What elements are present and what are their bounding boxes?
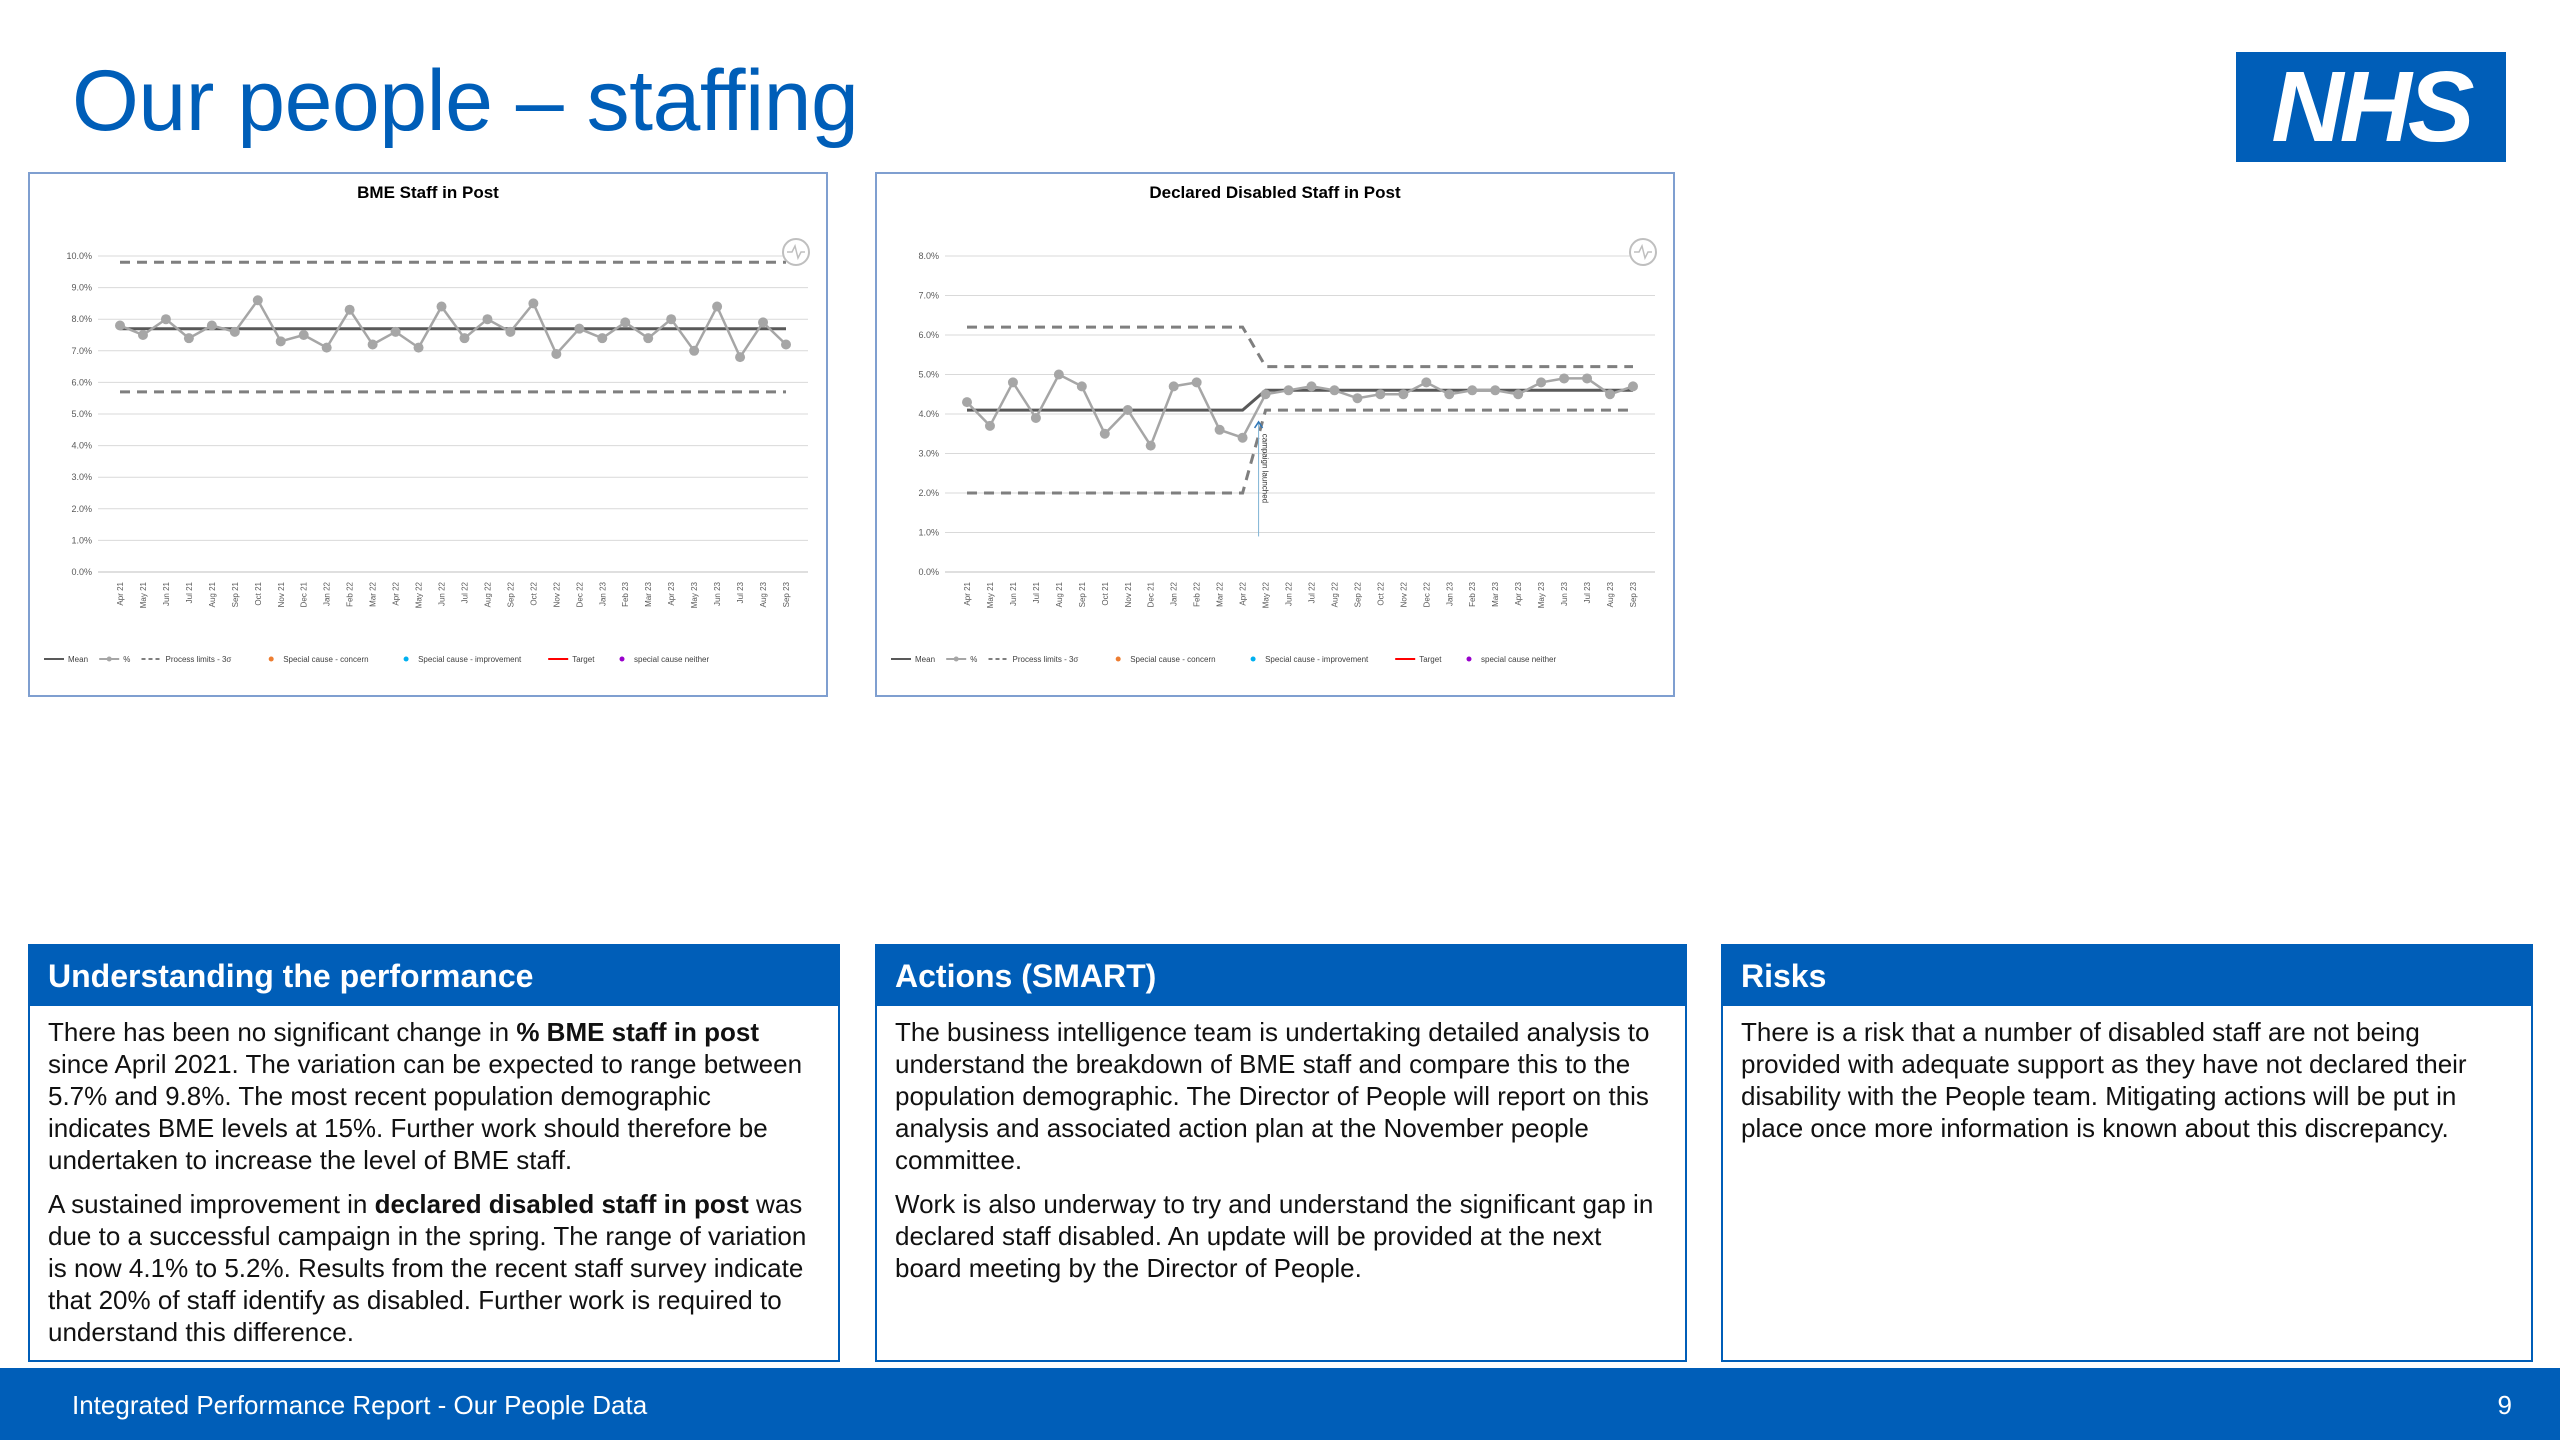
risks-panel-body	[1723, 1006, 2531, 1144]
legend-label: Special cause - concern	[283, 655, 369, 664]
legend-item	[1116, 655, 1216, 664]
understanding-panel-body	[30, 1006, 838, 1348]
legend-label: Process limits - 3σ	[165, 655, 232, 664]
data-point	[1169, 381, 1179, 391]
x-tick-label: Jul 22	[460, 582, 470, 604]
x-tick-label: Nov 22	[552, 582, 562, 608]
legend-item	[1251, 655, 1369, 664]
y-tick-label: 5.0%	[918, 369, 939, 380]
x-tick-label: May 22	[414, 582, 424, 609]
text-span: A sustained improvement in	[48, 1189, 375, 1219]
legend-marker	[1116, 657, 1121, 662]
data-point	[1306, 381, 1316, 391]
annotation-label: campaign launched	[1260, 433, 1270, 504]
data-point	[1375, 389, 1385, 399]
y-tick-label: 3.0%	[71, 472, 92, 483]
legend-label: Mean	[915, 655, 936, 664]
data-point	[276, 336, 286, 346]
data-point	[1284, 385, 1294, 395]
x-tick-label: Apr 21	[963, 582, 972, 606]
data-point	[322, 343, 332, 353]
data-point	[253, 295, 263, 305]
x-tick-label: Aug 21	[1054, 582, 1064, 608]
data-point	[391, 327, 401, 337]
x-tick-label: Aug 22	[483, 582, 493, 608]
x-tick-label: Apr 21	[116, 582, 125, 606]
x-tick-label: Sep 21	[230, 582, 240, 608]
actions-panel	[875, 944, 1687, 1362]
data-point	[184, 333, 194, 343]
legend-item	[269, 655, 369, 664]
variation-icon	[783, 239, 809, 265]
x-tick-label: Feb 23	[1468, 582, 1478, 607]
x-tick-label: Jun 22	[437, 582, 447, 607]
understanding-paragraph-1	[48, 1016, 820, 1176]
upper-process-limit-line	[967, 327, 1633, 367]
bold-text: declared disabled staff in post	[374, 1189, 749, 1219]
data-point	[1031, 413, 1041, 423]
data-point	[1100, 429, 1110, 439]
data-point	[1513, 389, 1523, 399]
variation-icon	[1630, 239, 1656, 265]
data-point	[1490, 385, 1500, 395]
x-tick-label: Apr 22	[391, 582, 401, 606]
x-tick-label: Sep 23	[782, 582, 791, 608]
understanding-panel-title: Understanding the performance	[30, 946, 838, 1006]
legend-marker	[1467, 657, 1472, 662]
y-tick-label: 6.0%	[918, 330, 939, 340]
data-point	[1192, 377, 1202, 387]
y-tick-label: 2.0%	[918, 488, 939, 498]
data-point	[1077, 381, 1087, 391]
x-tick-label: Jun 21	[1008, 582, 1018, 607]
y-tick-label: 4.0%	[918, 409, 939, 419]
legend-label: %	[970, 655, 978, 664]
x-tick-label: Jul 23	[1583, 582, 1593, 604]
legend-item	[99, 655, 130, 664]
x-tick-label: Jun 23	[713, 582, 723, 607]
actions-paragraph-1: The business intelligence team is undertaking detailed analysis to understand the breakdown of BME staff and compare this to the population demographic. The Director of People will report on this analysis and associated action plan at the November people committee.	[895, 1017, 1650, 1175]
data-point	[115, 321, 125, 331]
legend-item	[1395, 655, 1442, 664]
data-point	[781, 339, 791, 349]
legend-label: Special cause - improvement	[418, 655, 522, 664]
lower-process-limit-line	[967, 410, 1633, 493]
y-tick-label: 8.0%	[918, 251, 939, 261]
legend-marker	[269, 657, 274, 662]
mean-line	[967, 390, 1633, 410]
x-tick-label: Jun 23	[1560, 582, 1570, 607]
x-tick-label: Nov 22	[1399, 582, 1409, 608]
data-point	[1008, 377, 1018, 387]
x-tick-label: Aug 23	[1606, 582, 1616, 608]
data-point	[643, 333, 653, 343]
x-tick-label: Nov 21	[276, 582, 286, 608]
x-tick-label: May 22	[1261, 582, 1271, 609]
legend-item	[891, 655, 935, 664]
data-point	[528, 298, 538, 308]
data-point	[551, 349, 561, 359]
x-tick-label: May 21	[985, 582, 995, 609]
x-tick-label: Jun 21	[161, 582, 171, 607]
data-point	[161, 314, 171, 324]
legend-item	[44, 655, 88, 664]
x-tick-label: Aug 23	[759, 582, 769, 608]
x-tick-label: Dec 22	[575, 582, 585, 608]
data-point	[1054, 370, 1064, 380]
nhs-logo	[2236, 52, 2506, 162]
y-tick-label: 3.0%	[918, 448, 939, 459]
legend-marker-dot	[954, 657, 959, 662]
legend-item	[989, 655, 1079, 664]
data-point	[1146, 441, 1156, 451]
x-tick-label: Jul 23	[736, 582, 746, 604]
x-tick-label: Dec 21	[299, 582, 309, 608]
x-tick-label: Sep 23	[1629, 582, 1638, 608]
x-tick-label: Dec 22	[1422, 582, 1432, 608]
page-number: 9	[2497, 1390, 2512, 1420]
legend-item	[142, 655, 232, 664]
x-tick-label: Oct 22	[529, 582, 539, 606]
data-point	[1352, 393, 1362, 403]
legend-marker	[620, 657, 625, 662]
x-tick-label: Sep 22	[506, 582, 516, 608]
legend-label: Special cause - concern	[1130, 655, 1216, 664]
data-point	[1398, 389, 1408, 399]
chart-title: Declared Disabled Staff in Post	[1149, 183, 1401, 202]
x-tick-label: May 21	[138, 582, 148, 609]
legend-label: Process limits - 3σ	[1012, 655, 1079, 664]
data-point	[1123, 405, 1133, 415]
actions-paragraph-2: Work is also underway to try and understand the significant gap in declared staff disabled. An update will be provided at the next board meeting by the Director of People.	[895, 1189, 1654, 1283]
bme-chart-card	[28, 172, 828, 697]
risks-panel	[1721, 944, 2533, 1362]
x-tick-label: Sep 21	[1077, 582, 1087, 608]
x-tick-label: Mar 22	[368, 582, 378, 607]
legend-marker	[404, 657, 409, 662]
x-tick-label: May 23	[690, 582, 700, 609]
legend-item	[1467, 655, 1557, 664]
understanding-paragraph-2	[48, 1188, 820, 1348]
data-point	[1582, 373, 1592, 383]
x-tick-label: Oct 22	[1376, 582, 1386, 606]
x-tick-label: Nov 21	[1123, 582, 1133, 608]
data-point	[758, 317, 768, 327]
legend-label: special cause neither	[1481, 655, 1557, 664]
x-tick-label: Mar 23	[1491, 582, 1501, 607]
x-tick-label: Aug 21	[207, 582, 217, 608]
data-point	[1261, 389, 1271, 399]
x-tick-label: Feb 22	[1192, 582, 1202, 607]
data-point	[985, 421, 995, 431]
legend-item	[404, 655, 522, 664]
x-tick-label: Mar 22	[1215, 582, 1225, 607]
x-tick-label: Jan 22	[1169, 582, 1179, 607]
actions-panel-title: Actions (SMART)	[877, 946, 1685, 1006]
legend-label: %	[123, 655, 131, 664]
risks-paragraph-1: There is a risk that a number of disabled staff are not being provided with adequate support as they have not declared their disability with the People team. Mitigating actions will be put in place once more information is known about this discrepancy.	[1741, 1017, 2467, 1143]
x-tick-label: Mar 23	[644, 582, 654, 607]
data-point	[689, 346, 699, 356]
nhs-logo-text: NHS	[2271, 51, 2471, 163]
data-point	[505, 327, 515, 337]
bme-chart	[30, 174, 826, 695]
x-tick-label: Jan 22	[322, 582, 332, 607]
text-span: was due to a successful campaign in the spring. The range of variation is now 4.1% to 5.2%. Results from the recent staff survey indicate that 20% of staff identify as disabled. Further work is required to understand this difference.	[48, 1189, 807, 1347]
x-tick-label: Dec 21	[1146, 582, 1156, 608]
legend-label: Target	[1419, 655, 1442, 664]
legend-marker-dot	[107, 657, 112, 662]
y-tick-label: 2.0%	[71, 503, 92, 514]
data-point	[1238, 433, 1248, 443]
data-point	[1421, 377, 1431, 387]
text-span: since April 2021. The variation can be expected to range between 5.7% and 9.8%. The most recent population demographic indicates BME levels at 15%. Further work should therefore be undertaken to increase the level of BME staff.	[48, 1049, 803, 1175]
data-point	[574, 324, 584, 334]
actions-panel-body	[877, 1006, 1685, 1284]
data-point	[735, 352, 745, 362]
data-point	[138, 330, 148, 340]
x-tick-label: Jul 21	[1031, 582, 1041, 604]
x-tick-label: Apr 23	[1514, 582, 1524, 606]
legend-item	[946, 655, 977, 664]
data-point	[345, 305, 355, 315]
x-tick-label: Jan 23	[1445, 582, 1455, 607]
y-tick-label: 0.0%	[71, 567, 92, 577]
legend-label: Target	[572, 655, 595, 664]
x-tick-label: Apr 22	[1238, 582, 1248, 606]
x-tick-label: Sep 22	[1353, 582, 1363, 608]
x-tick-label: Aug 22	[1330, 582, 1340, 608]
understanding-panel	[28, 944, 840, 1362]
x-tick-label: Jul 22	[1307, 582, 1317, 604]
footer-bar	[0, 1368, 2560, 1440]
data-point	[1215, 425, 1225, 435]
data-point	[712, 302, 722, 312]
data-point	[597, 333, 607, 343]
legend-label: special cause neither	[634, 655, 710, 664]
data-point	[1467, 385, 1477, 395]
legend-marker	[1251, 657, 1256, 662]
y-tick-label: 8.0%	[71, 314, 92, 325]
data-point	[437, 302, 447, 312]
x-tick-label: Oct 21	[1100, 582, 1110, 606]
data-point	[230, 327, 240, 337]
data-point	[620, 317, 630, 327]
text-span: There has been no significant change in	[48, 1017, 517, 1047]
data-point	[1329, 385, 1339, 395]
footer-text: Integrated Performance Report - Our People Data	[72, 1390, 648, 1420]
data-point	[962, 397, 972, 407]
x-tick-label: Feb 23	[621, 582, 631, 607]
y-tick-label: 1.0%	[71, 535, 92, 546]
disabled-chart-card	[875, 172, 1675, 697]
chart-title: BME Staff in Post	[357, 183, 499, 202]
y-tick-label: 5.0%	[71, 409, 92, 419]
data-point	[1605, 389, 1615, 399]
y-tick-label: 1.0%	[918, 527, 939, 538]
x-tick-label: Apr 23	[667, 582, 677, 606]
disabled-chart	[877, 174, 1673, 695]
x-tick-label: Jul 21	[184, 582, 194, 604]
y-tick-label: 4.0%	[71, 440, 92, 451]
data-point	[368, 339, 378, 349]
x-tick-label: Jun 22	[1284, 582, 1294, 607]
legend-label: Special cause - improvement	[1265, 655, 1369, 664]
x-tick-label: Oct 21	[253, 582, 263, 606]
legend-label: Mean	[68, 655, 89, 664]
data-point	[207, 321, 217, 331]
data-point	[1559, 373, 1569, 383]
data-point	[299, 330, 309, 340]
legend-item	[548, 655, 595, 664]
y-tick-label: 0.0%	[918, 567, 939, 577]
legend-item	[620, 655, 710, 664]
data-point	[459, 333, 469, 343]
data-point	[1628, 381, 1638, 391]
x-tick-label: Jan 23	[598, 582, 608, 607]
data-point	[414, 343, 424, 353]
y-tick-label: 7.0%	[71, 345, 92, 356]
page-title: Our people – staffing	[72, 53, 859, 149]
data-point	[1444, 389, 1454, 399]
x-tick-label: Feb 22	[345, 582, 355, 607]
risks-panel-title: Risks	[1723, 946, 2531, 1006]
y-tick-label: 10.0%	[66, 251, 92, 261]
data-point	[482, 314, 492, 324]
data-point	[1536, 377, 1546, 387]
y-tick-label: 6.0%	[71, 377, 92, 388]
y-tick-label: 9.0%	[71, 282, 92, 293]
data-point	[666, 314, 676, 324]
y-tick-label: 7.0%	[918, 290, 939, 301]
x-tick-label: May 23	[1537, 582, 1547, 609]
bold-text: % BME staff in post	[516, 1017, 759, 1047]
